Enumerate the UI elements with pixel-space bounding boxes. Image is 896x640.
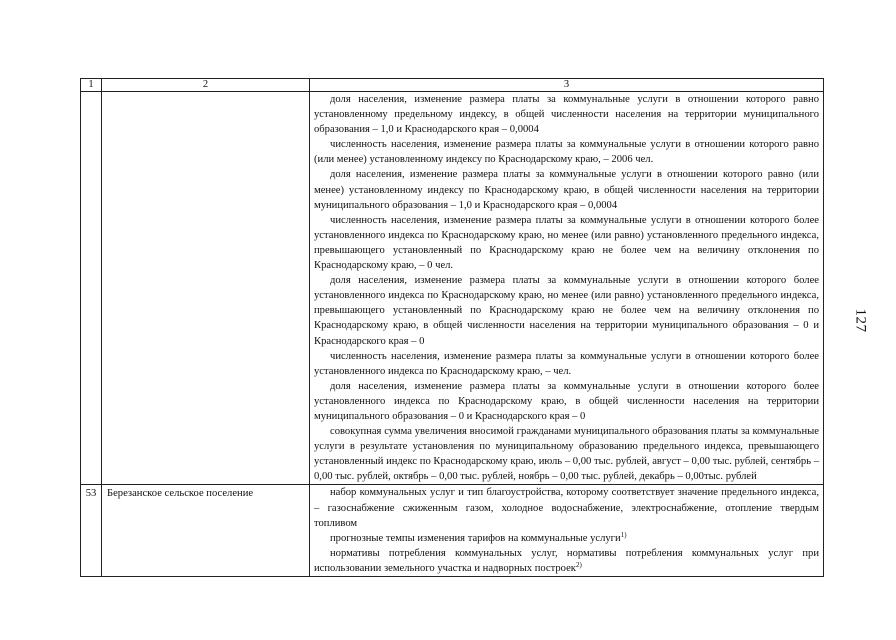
indicator-paragraph bbox=[314, 546, 819, 576]
indicator-paragraph: доля населения, изменение размера платы за коммунальные услуги в отношении которого более установленного индекса по Краснодарскому краю, в общей численности населения на территории муниципального образования – 0 и Краснодарского края – 0 bbox=[314, 380, 819, 422]
table-row bbox=[81, 92, 824, 485]
column-header-1: 1 bbox=[81, 79, 102, 92]
indicator-paragraph: доля населения, изменение размера платы за коммунальные услуги в отношении которого равно установленному предельному индексу, в общей численности населения на территории муниципального образования – 1,0 и Краснодарского края – 0,0004 bbox=[314, 94, 819, 136]
settlement-name-cell bbox=[102, 92, 310, 485]
indicator-paragraph: набор коммунальных услуг и тип благоустройства, которому соответствует значение предельного индекса, – газоснабжение сжиженным газом, холодное водоснабжение, электроснабжение, отопление твердым топливом bbox=[314, 487, 819, 529]
indicator-paragraph bbox=[314, 531, 819, 546]
indicator-paragraph: численность населения, изменение размера платы за коммунальные услуги в отношении которого равно (или менее) установленному индексу по Краснодарскому краю, – 2006 чел. bbox=[314, 139, 819, 166]
page-number: 127 bbox=[852, 308, 869, 333]
document-table bbox=[80, 78, 824, 577]
indicator-paragraph: численность населения, изменение размера платы за коммунальные услуги в отношении которого более установленного индекса по Краснодарскому краю, но менее (или равно) установленного предельного индекса, превышающего установленный по Краснодарскому краю не более чем на величину отклонения по Краснодарскому краю, – 0 чел. bbox=[314, 214, 819, 272]
table-header-row bbox=[81, 79, 824, 92]
footnote-marker: 1) bbox=[620, 530, 627, 539]
indicator-paragraph: доля населения, изменение размера платы за коммунальные услуги в отношении которого равно (или менее) установленному индексу по Краснодарскому краю, в общей численности населения на территории муниципального образования – 1,0 и Краснодарского края – 0,0004 bbox=[314, 169, 819, 211]
paragraph-text: нормативы потребления коммунальных услуг, нормативы потребления коммунальных услуг при использовании земельного участка и надворных построек bbox=[314, 547, 819, 574]
indicator-text-cell bbox=[310, 92, 824, 485]
indicator-paragraph: совокупная сумма увеличения вносимой гражданами муниципального образования платы за коммунальные услуги в результате установления по муниципальному образованию предельного индекса, превышающего установленный индекс по Краснодарскому краю, июль – 0,00 тыс. рублей, август – 0,00 тыс. рублей, сентябрь – 0,00 тыс. рублей, октябрь – 0,00 тыс. рублей, ноябрь – 0,00 тыс. рублей, декабрь – 0,00тыс. рублей bbox=[314, 426, 819, 483]
table-row bbox=[81, 485, 824, 577]
settlement-name-cell: Березанское сельское поселение bbox=[102, 485, 310, 577]
column-header-2: 2 bbox=[102, 79, 310, 92]
row-number-cell bbox=[81, 92, 102, 485]
paragraph-text: прогнозные темпы изменения тарифов на коммунальные услуги bbox=[330, 532, 621, 544]
indicator-text-cell bbox=[310, 485, 824, 577]
footnote-marker: 2) bbox=[575, 560, 582, 569]
indicator-paragraph: численность населения, изменение размера платы за коммунальные услуги в отношении которого более установленного индекса по Краснодарскому краю, – чел. bbox=[314, 350, 819, 377]
row-number-cell: 53 bbox=[81, 485, 102, 577]
indicator-paragraph: доля населения, изменение размера платы за коммунальные услуги в отношении которого более установленного индекса по Краснодарскому краю, но менее (или равно) установленного предельного индекса, превышающего установленный по Краснодарскому краю не более чем на величину отклонения по Краснодарскому краю, в общей численности населения на территории муниципального образования – 0 и Краснодарского края – 0 bbox=[314, 275, 819, 347]
column-header-3: 3 bbox=[310, 79, 824, 92]
